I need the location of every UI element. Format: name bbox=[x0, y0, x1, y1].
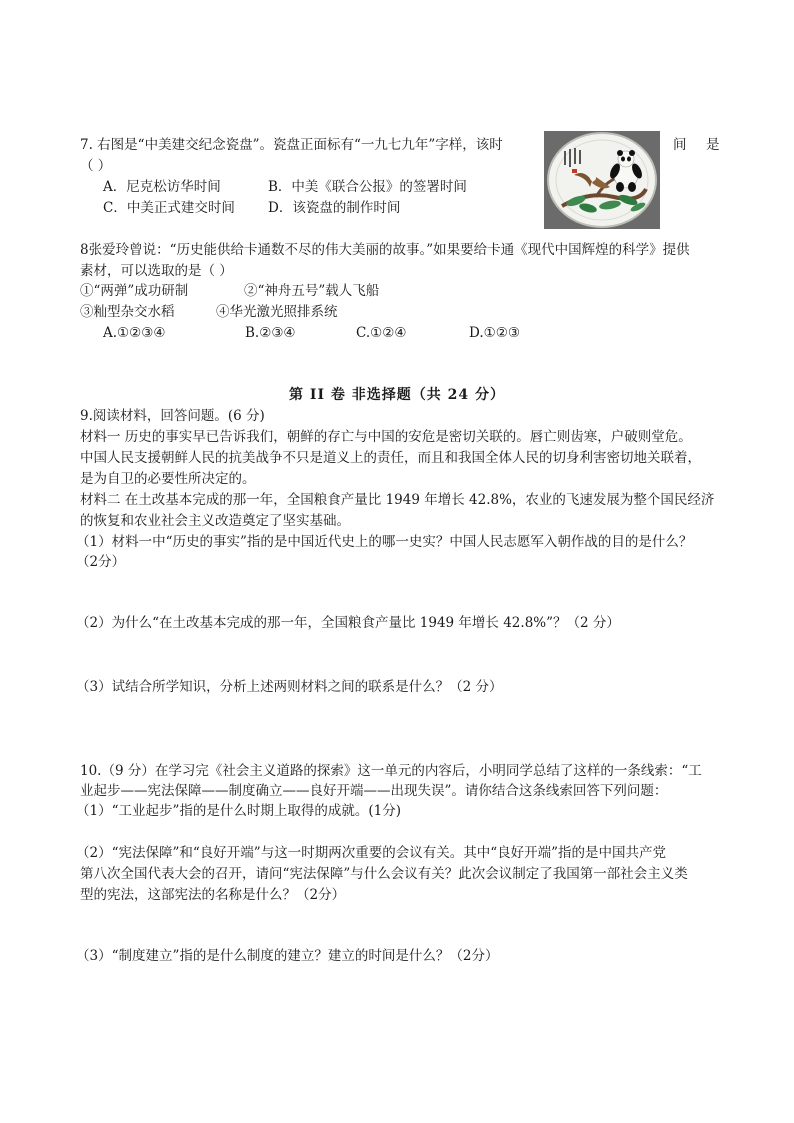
q9-sub2: （2）为什么“在土改基本完成的那一年，全国粮食产量比 1949 年增长 42.8%”？（2 分） bbox=[76, 615, 620, 631]
q10-sub2-line2: 第八次全国代表大会的召开，请问“宪法保障”与什么会议有关？此次会议制定了我国第一部社会主义类 bbox=[80, 866, 688, 882]
q9-material1-line1: 材料一 历史的事实早已告诉我们，朝鲜的存亡与中国的安危是密切关联的。唇亡则齿寒，户破则堂危。 bbox=[80, 429, 692, 445]
q8-stem-line2: 素材，可以选取的是（ ） bbox=[80, 263, 233, 279]
q10-sub1: （1）“工业起步”指的是什么时期上取得的成就。(1分) bbox=[76, 803, 402, 819]
section-title: 第 II 卷 非选择题（共 24 分） bbox=[289, 387, 505, 403]
plate-illustration bbox=[544, 131, 660, 229]
q7-option-d: D．该瓷盘的制作时间 bbox=[268, 200, 401, 216]
q7-stem-tail-1: 间 bbox=[673, 137, 687, 153]
q8-item-2: ②“神舟五号”载人飞船 bbox=[244, 283, 380, 299]
q9-sub3: （3）试结合所学知识，分析上述两则材料之间的联系是什么？（2 分） bbox=[76, 679, 503, 695]
q9-material1-line2: 中国人民支援朝鲜人民的抗美战争不只是道义上的责任，而且和我国全体人民的切身利害密切地关联着， bbox=[80, 450, 701, 466]
q9-sub1-line2: （2分） bbox=[76, 554, 126, 570]
q8-option-d: D.①②③ bbox=[469, 325, 520, 341]
q7-option-a: A．尼克松访华时间 bbox=[103, 179, 221, 195]
q8-option-a: A.①②③④ bbox=[103, 325, 166, 341]
q9-title: 9.阅读材料，回答问题。(6 分) bbox=[80, 408, 265, 424]
q10-intro-line1: 10.（9 分）在学习完《社会主义道路的探索》这一单元的内容后，小明同学总结了这样的一条线索：“工 bbox=[80, 763, 702, 779]
q10-sub2-line1: （2）“宪法保障”和“良好开端”与这一时期两次重要的会议有关。其中“良好开端”指的是中国共产党 bbox=[76, 845, 666, 861]
q10-sub2-line3: 型的宪法，这部宪法的名称是什么？（2分） bbox=[80, 887, 346, 903]
q8-option-c: C.①②④ bbox=[356, 325, 407, 341]
q7-stem-line1: 7. 右图是“中美建交纪念瓷盘”。瓷盘正面标有“一九七九年”字样，该时 bbox=[80, 137, 503, 153]
q8-item-1: ①“两弹”成功研制 bbox=[80, 283, 189, 299]
q9-material2-line1: 材料二 在土改基本完成的那一年，全国粮食产量比 1949 年增长 42.8%，农业的飞速发展为整个国民经济 bbox=[80, 492, 715, 508]
q10-intro-line2: 业起步——宪法保障——制度确立——良好开端——出现失误”。请你结合这条线索回答下列问题： bbox=[80, 783, 668, 799]
q9-material2-line2: 的恢复和农业社会主义改造奠定了坚实基础。 bbox=[80, 513, 350, 529]
q7-stem-line2: （ ） bbox=[80, 158, 112, 174]
q9-sub1-line1: （1）材料一中“历史的事实”指的是中国近代史上的哪一史实？中国人民志愿军入朝作战的目的是什么？ bbox=[76, 534, 693, 550]
q7-option-b: B．中美《联合公报》的签署时间 bbox=[268, 179, 467, 195]
q7-option-c: C．中美正式建交时间 bbox=[103, 200, 235, 216]
q10-sub3: （3）“制度建立”指的是什么制度的建立？建立的时间是什么？（2分） bbox=[76, 948, 499, 964]
q8-option-b: B.②③④ bbox=[245, 325, 296, 341]
commemorative-plate-image bbox=[544, 131, 660, 229]
q9-material1-line3: 是为自卫的必要性所决定的。 bbox=[80, 471, 256, 487]
q7-stem-tail-2: 是 bbox=[706, 137, 720, 153]
q8-item-4: ④华光激光照排系统 bbox=[216, 304, 338, 320]
q8-stem-line1: 8张爱玲曾说：“历史能供给卡通数不尽的伟大美丽的故事。”如果要给卡通《现代中国辉煌的科学》提供 bbox=[80, 242, 690, 258]
q8-item-3: ③籼型杂交水稻 bbox=[80, 304, 175, 320]
